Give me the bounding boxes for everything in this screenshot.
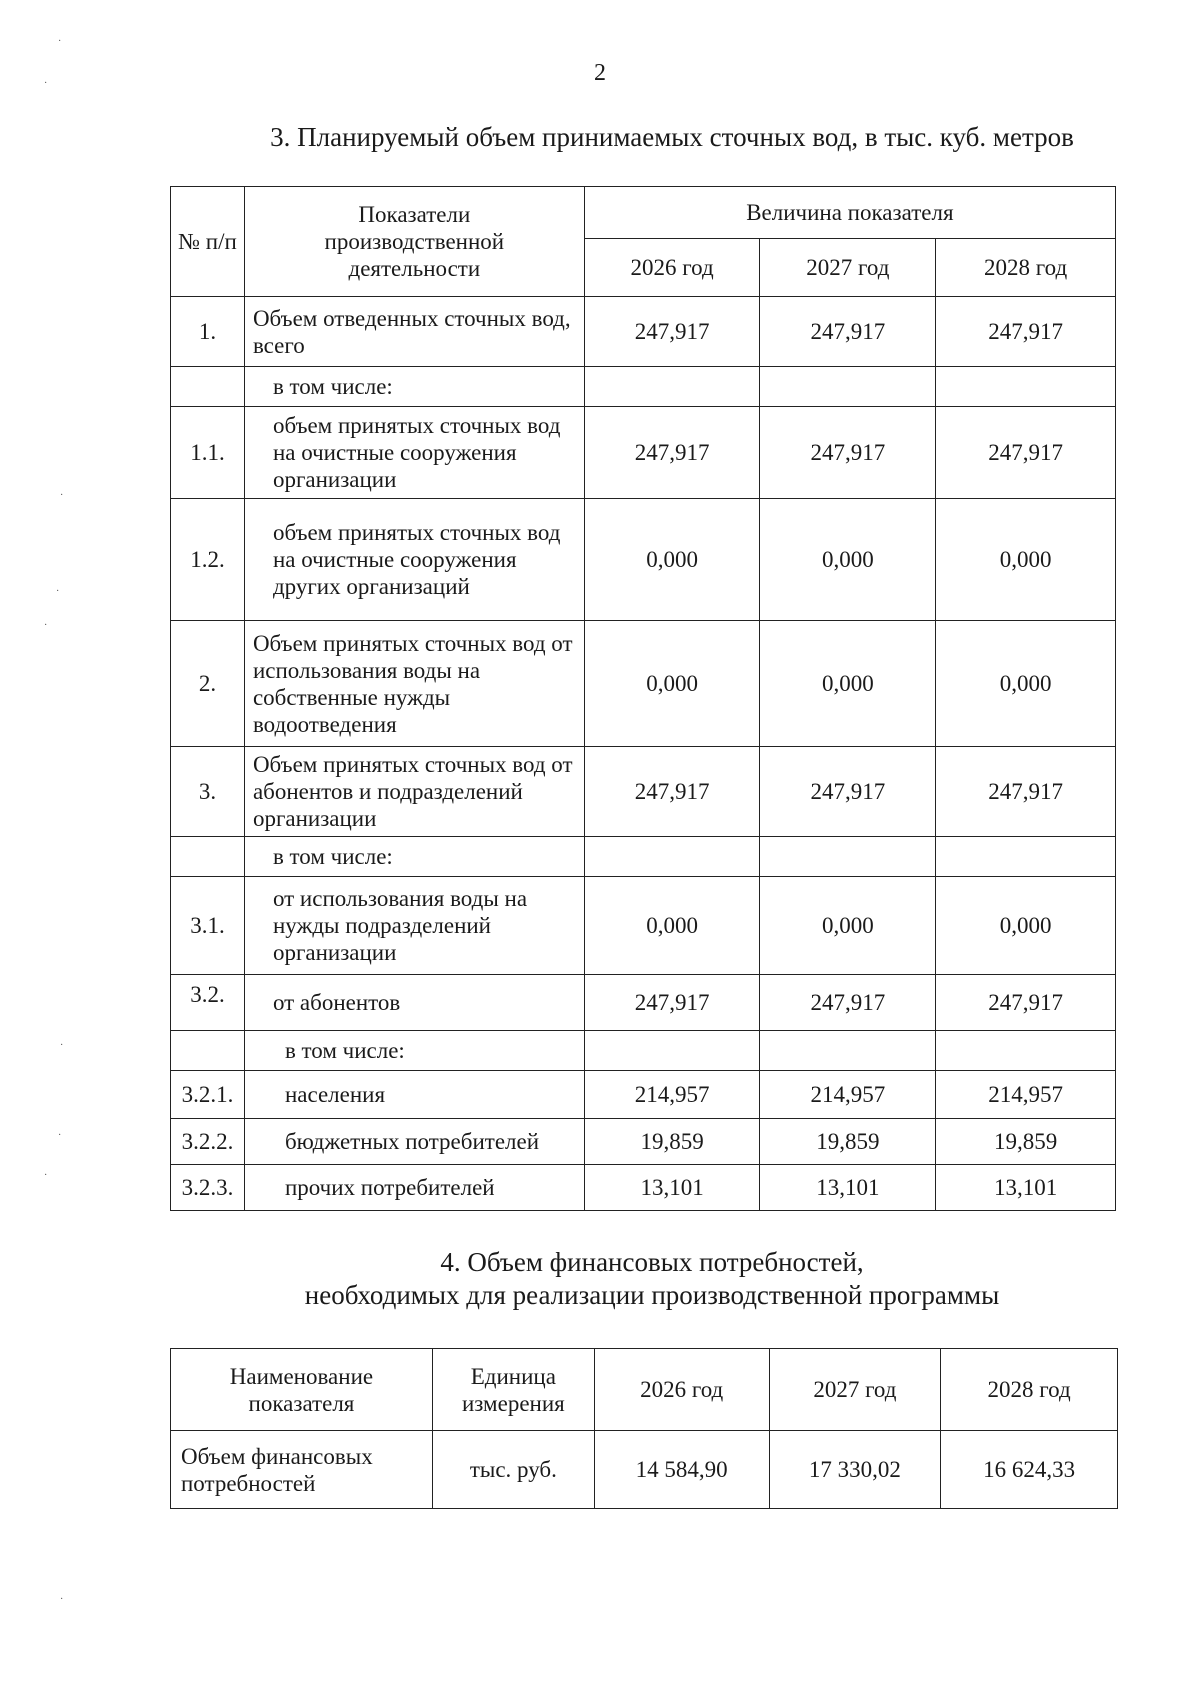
row-value: 247,917 [584, 747, 760, 837]
col-header-unit: Единица измерения [432, 1349, 594, 1431]
row-value: 247,917 [936, 297, 1116, 367]
row-label: от использования воды на нужды подразделений организации [244, 877, 584, 975]
scan-speck: · [56, 586, 60, 597]
scan-speck: · [60, 1040, 64, 1051]
scan-speck: · [60, 1594, 64, 1605]
row-value: 247,917 [936, 407, 1116, 499]
section-3-title: 3. Планируемый объем принимаемых сточных вод, в тыс. куб. метров [270, 122, 1074, 152]
col-header-indicator: Показатели производственной деятельности [244, 187, 584, 297]
col-header-name: Наименование показателя [171, 1349, 433, 1431]
col-header-year: 2028 год [941, 1349, 1118, 1431]
table-row [171, 407, 1116, 499]
row-num: 3.2. [171, 975, 245, 1031]
row-value: 247,917 [584, 975, 760, 1031]
table-row [171, 499, 1116, 621]
scan-speck: · [44, 620, 48, 631]
scan-speck: · [44, 1170, 48, 1181]
row-label: Объем принятых сточных вод от абонентов и подразделений организации [244, 747, 584, 837]
table-row [171, 621, 1116, 747]
table-row [171, 1071, 1116, 1119]
row-value [760, 837, 936, 877]
row-num: 3.2.1. [171, 1071, 245, 1119]
row-value [936, 367, 1116, 407]
row-label: бюджетных потребителей [244, 1119, 584, 1165]
row-label: в том числе: [244, 1031, 584, 1071]
row-value: 247,917 [936, 747, 1116, 837]
row-label: от абонентов [244, 975, 584, 1031]
row-value: 13,101 [936, 1165, 1116, 1211]
col-header-year: 2026 год [594, 1349, 769, 1431]
row-value: 0,000 [760, 877, 936, 975]
table-row [171, 1119, 1116, 1165]
row-value: 0,000 [584, 877, 760, 975]
row-value [760, 367, 936, 407]
scan-speck: · [58, 36, 62, 47]
row-label: прочих потребителей [244, 1165, 584, 1211]
row-value: 0,000 [584, 621, 760, 747]
row-value: 214,957 [584, 1071, 760, 1119]
row-value: 0,000 [936, 877, 1116, 975]
row-num [171, 1031, 245, 1071]
col-header-year: 2026 год [584, 239, 760, 297]
row-value: 247,917 [584, 407, 760, 499]
row-label: Объем принятых сточных вод от использования воды на собственные нужды водоотведения [244, 621, 584, 747]
scan-speck: · [58, 1130, 62, 1141]
row-num [171, 367, 245, 407]
row-value: 247,917 [760, 747, 936, 837]
table-row [171, 1431, 1118, 1509]
financial-needs-table [170, 1348, 1118, 1509]
row-value [584, 1031, 760, 1071]
row-value: 214,957 [760, 1071, 936, 1119]
table-row [171, 747, 1116, 837]
section-4-title-line-2: необходимых для реализации производственной программы [304, 1280, 1000, 1310]
row-value: 19,859 [584, 1119, 760, 1165]
row-num: 3.1. [171, 877, 245, 975]
row-value: 0,000 [936, 621, 1116, 747]
row-value [584, 837, 760, 877]
row-label: в том числе: [244, 837, 584, 877]
table-row [171, 975, 1116, 1031]
table-row [171, 877, 1116, 975]
row-value: 247,917 [760, 975, 936, 1031]
row-value [936, 1031, 1116, 1071]
row-value: 247,917 [936, 975, 1116, 1031]
table-row [171, 837, 1116, 877]
row-label: Объем финансовых потребностей [171, 1431, 433, 1509]
row-num: 3.2.3. [171, 1165, 245, 1211]
row-label: в том числе: [244, 367, 584, 407]
row-num [171, 837, 245, 877]
col-header-year: 2027 год [760, 239, 936, 297]
row-value: 19,859 [760, 1119, 936, 1165]
col-header-value-group: Величина показателя [584, 187, 1115, 239]
row-label: Объем отведенных сточных вод, всего [244, 297, 584, 367]
row-value: 247,917 [760, 407, 936, 499]
table-row [171, 367, 1116, 407]
row-label: населения [244, 1071, 584, 1119]
table-row [171, 297, 1116, 367]
row-value: 13,101 [760, 1165, 936, 1211]
row-value [760, 1031, 936, 1071]
row-num: 2. [171, 621, 245, 747]
row-num: 1.1. [171, 407, 245, 499]
col-header-year: 2028 год [936, 239, 1116, 297]
section-4-title-line-1: 4. Объем финансовых потребностей, [440, 1247, 864, 1277]
row-value: 19,859 [936, 1119, 1116, 1165]
section-4-title [52, 1246, 1200, 1312]
row-label: объем принятых сточных вод на очистные сооружения других организаций [244, 499, 584, 621]
wastewater-volume-table [170, 186, 1116, 1211]
row-value: 16 624,33 [941, 1431, 1118, 1509]
row-value: 0,000 [760, 499, 936, 621]
row-label: объем принятых сточных вод на очистные сооружения организации [244, 407, 584, 499]
col-header-year: 2027 год [769, 1349, 941, 1431]
row-num: 3. [171, 747, 245, 837]
row-value: 214,957 [936, 1071, 1116, 1119]
row-value: 14 584,90 [594, 1431, 769, 1509]
row-value [584, 367, 760, 407]
row-value: 247,917 [584, 297, 760, 367]
table-row [171, 1031, 1116, 1071]
row-value [936, 837, 1116, 877]
row-num: 3.2.2. [171, 1119, 245, 1165]
row-num: 1. [171, 297, 245, 367]
scan-speck: · [60, 490, 64, 501]
col-header-num: № п/п [171, 187, 245, 297]
row-value: 247,917 [760, 297, 936, 367]
page-number: 2 [594, 60, 606, 86]
row-value: 17 330,02 [769, 1431, 941, 1509]
scan-speck: · [44, 78, 48, 89]
row-value: 0,000 [760, 621, 936, 747]
row-value: 0,000 [584, 499, 760, 621]
table-row [171, 1165, 1116, 1211]
row-num: 1.2. [171, 499, 245, 621]
row-value: 13,101 [584, 1165, 760, 1211]
row-value: 0,000 [936, 499, 1116, 621]
row-unit: тыс. руб. [432, 1431, 594, 1509]
